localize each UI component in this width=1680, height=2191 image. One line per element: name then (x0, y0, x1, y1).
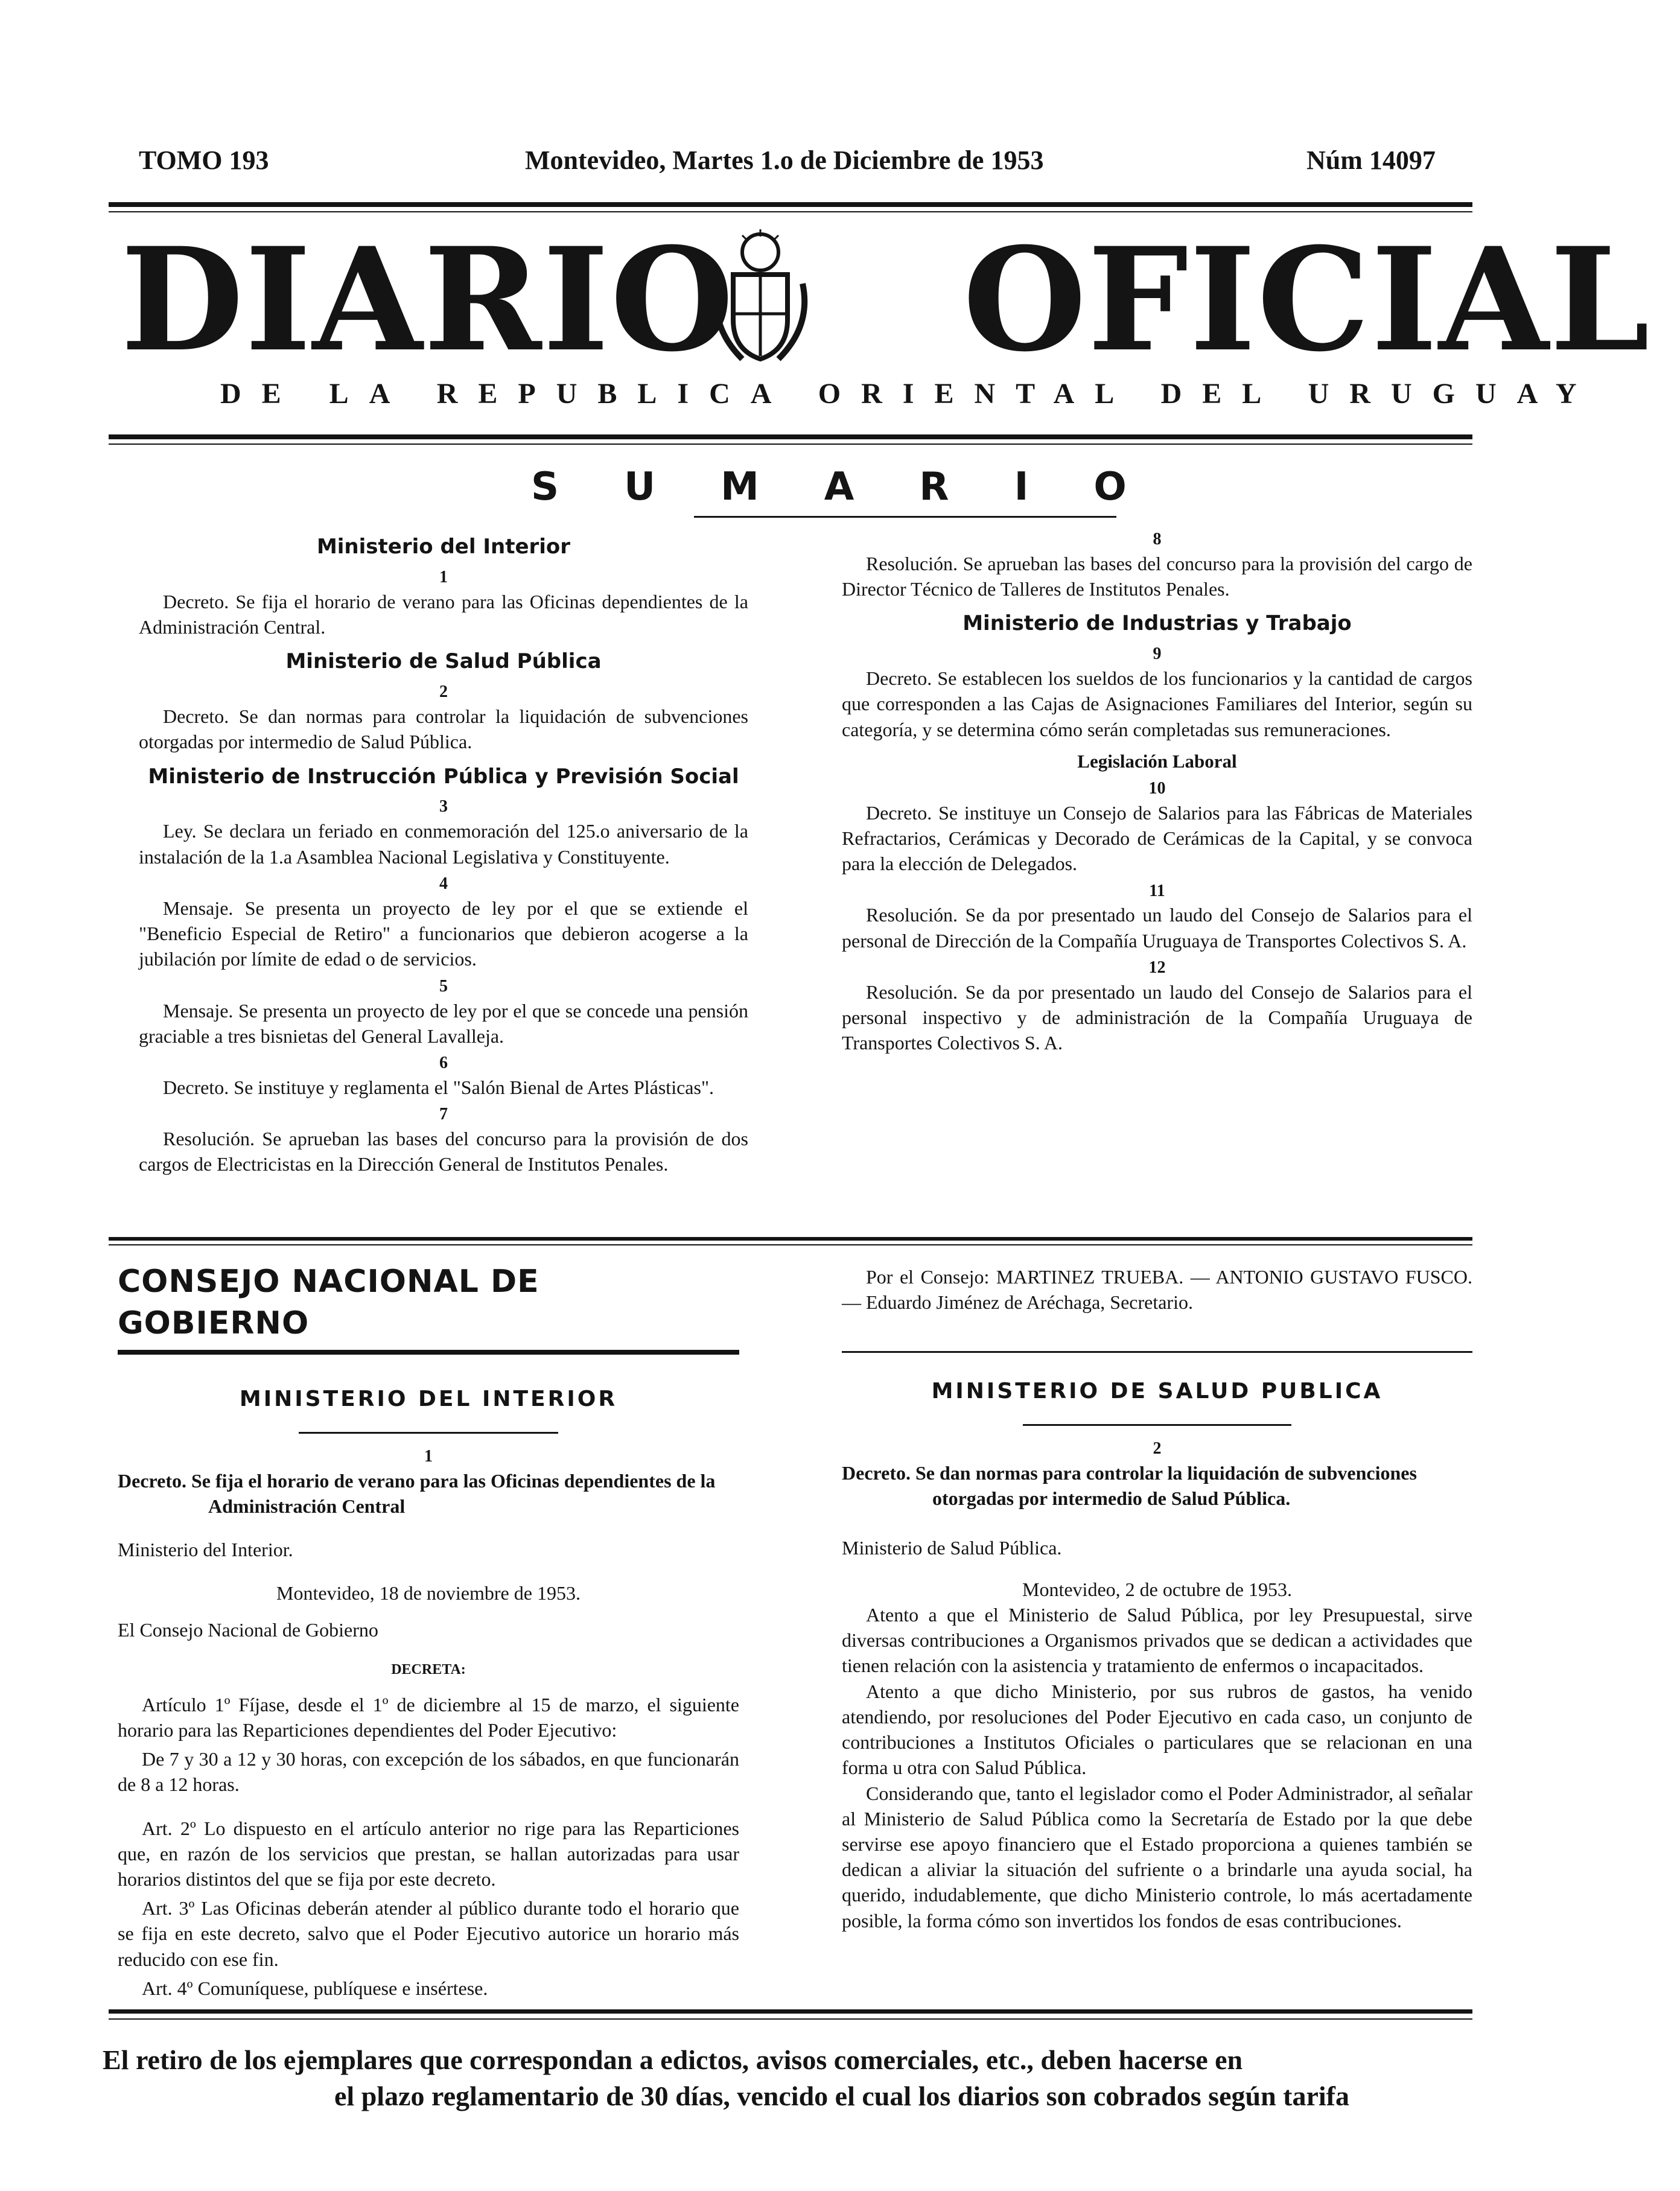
health-paragraph: Atento a que dicho Ministerio, por sus rubros de gastos, ha venido atendiendo, por resoluciones del Poder Ejecutivo en cada caso, un conjunto de contribuciones a Institutos Oficiales o particulares que se relacionan en una forma u otra con Salud Pública. (842, 1680, 1472, 1779)
article-paragraph: Artículo 1º Fíjase, desde el 1º de diciembre al 15 de marzo, el siguiente horario para las Reparticiones dependientes del Poder Ejecutivo: (118, 1693, 739, 1741)
footer-notice-line-2: el plazo reglamentario de 30 días, vencido el cual los diarios son cobrados según tarifa (334, 2081, 1349, 2111)
sumario-bottom-rule (109, 1237, 1472, 1241)
article-paragraph: Art. 2º Lo dispuesto en el artículo anterior no rige para las Reparticiones que, en razón de los servicios que prestan, se hallan autorizadas para usar horarios distintos del que se fija por este decreto. (118, 1817, 739, 1890)
masthead-rule (109, 434, 1472, 439)
health-ministry-rule (1023, 1424, 1291, 1426)
footer-rule (109, 2009, 1472, 2014)
health-paragraph: Considerando que, tanto el legislador como el Poder Administrador, al señalar al Ministerio de Salud Pública como la Secretaría de Estado por la que debe servirse ese apoyo financiero que el Estado proporciona a quienes también se dedican a aliviar la situación del sufriente o a brindarle una ayuda social, ha querido, indudablemente, que dicho Ministerio controle, lo más acertadamente posible, la forma cómo son invertidos los fondos de esas contribuciones. (842, 1782, 1472, 1932)
sumario-left-num: 3 (439, 797, 448, 816)
sumario-right-para: Resolución. Se aprueban las bases del concurso para la provisión del cargo de Director Técnico de Talleres de Institutos Penales. (842, 552, 1472, 600)
decree-2-title: Decreto. Se dan normas para controlar la liquidación de subvenciones otorgadas por intermedio de Salud Pública. (842, 1461, 1417, 1510)
sumario-left-num: 6 (439, 1053, 448, 1072)
footer-notice-line-1: El retiro de los ejemplares que correspondan a edictos, avisos comerciales, etc., deben hacerse en (103, 2044, 1243, 2075)
signature-rule (842, 1351, 1472, 1353)
sumario-right-para: Resolución. Se da por presentado un laudo del Consejo de Salarios para el personal de Dirección de la Compañía Uruguaya de Transportes Colectivos S. A. (842, 904, 1472, 952)
sumario-left-para: Ley. Se declara un feriado en conmemoración del 125.o aniversario de la instalación de la 1.a Asamblea Nacional Legislativa y Constituyente. (139, 820, 748, 868)
header-rule-thin (109, 211, 1472, 212)
coat-of-arms-icon (706, 229, 815, 368)
ministry-interior-heading: MINISTERIO DEL INTERIOR (239, 1387, 618, 1412)
article-paragraph: De 7 y 30 a 12 y 30 horas, con excepción de los sábados, en que funcionarán de 8 a 12 horas. (118, 1748, 739, 1796)
sumario-left-num: 1 (439, 567, 448, 587)
sumario-underline (694, 516, 1116, 518)
sumario-left-num: 2 (439, 682, 448, 702)
ministry-rule (299, 1432, 558, 1434)
decreta-label: DECRETA: (391, 1661, 466, 1677)
sumario-bottom-rule-thin (109, 1244, 1472, 1245)
decree-number: 1 (424, 1446, 433, 1466)
masthead-title-right: OFICIAL (962, 217, 1651, 383)
sumario-left-para: Mensaje. Se presenta un proyecto de ley por el que se extiende el "Beneficio Especial de Retiro" a funcionarios que debieron acogerse a la jubilación por límite de edad o de servicios. (139, 897, 748, 970)
ministry-health-heading: MINISTERIO DE SALUD PUBLICA (931, 1379, 1383, 1404)
sumario-right-num: 10 (1148, 778, 1166, 798)
health-paragraph: Atento a que el Ministerio de Salud Pública, por ley Presupuestal, sirve diversas contribuciones a Organismos privados que se dedican a actividades que tienen relación con la asistencia y tratamiento de enfermos o incapacitados. (842, 1603, 1472, 1677)
issue-number: Núm 14097 (1306, 145, 1436, 175)
sumario-right-para: Decreto. Se establecen los sueldos de los funcionarios y la cantidad de cargos que corresponden a las Cajas de Asignaciones Familiares del Interior, según su categoría, y se determina cómo serán completadas sus remuneraciones. (842, 667, 1472, 740)
council-rule (118, 1350, 739, 1355)
sumario-right-column (842, 525, 1472, 1056)
footer-rule-thin (109, 2018, 1472, 2020)
dateline: Montevideo, Martes 1.o de Diciembre de 1953 (525, 145, 1044, 175)
decree-2-number: 2 (1153, 1439, 1162, 1458)
sumario-right-subheading: Legislación Laboral (1077, 750, 1237, 772)
sumario-right-num: 8 (1153, 530, 1162, 549)
council-heading: CONSEJO NACIONAL DE GOBIERNO (118, 1264, 539, 1341)
date-line: Montevideo, 18 de noviembre de 1953. (276, 1582, 581, 1604)
body-right-column (842, 1264, 1472, 1933)
sumario-left-heading: Ministerio del Interior (316, 535, 571, 559)
decree-title: Decreto. Se fija el horario de verano para las Oficinas dependientes de la Administración Central (118, 1469, 716, 1517)
health-date-line: Montevideo, 2 de octubre de 1953. (1022, 1578, 1292, 1600)
sumario-right-num: 12 (1148, 958, 1166, 977)
article-paragraph: Art. 3º Las Oficinas deberán atender al público durante todo el horario que se fija en este decreto, salvo que el Poder Ejecutivo autorice un horario más reducido con ese fin. (118, 1897, 739, 1970)
sumario-left-heading: Ministerio de Instrucción Pública y Previsión Social (148, 764, 739, 789)
header-rule (109, 202, 1472, 207)
masthead-title-left: DIARIO (121, 217, 735, 383)
council-signature: Por el Consejo: MARTINEZ TRUEBA. — ANTONIO GUSTAVO FUSCO. — Eduardo Jiménez de Aréchaga, Secretario. (842, 1266, 1472, 1314)
tomo-label: TOMO 193 (139, 145, 269, 175)
masthead-title (121, 217, 1651, 383)
sumario-title: SUMARIO (531, 465, 1192, 509)
health-ministry-line: Ministerio de Salud Pública. (842, 1537, 1062, 1559)
sumario-left-para: Decreto. Se dan normas para controlar la liquidación de subvenciones otorgadas por intermedio de Salud Pública. (139, 705, 748, 753)
sumario-left-para: Decreto. Se instituye y reglamenta el "Salón Bienal de Artes Plásticas". (163, 1076, 714, 1098)
sumario-left-num: 7 (439, 1105, 448, 1124)
sumario-left-heading: Ministerio de Salud Pública (285, 649, 602, 674)
sumario-right-num: 11 (1149, 881, 1165, 900)
articles-list (118, 1692, 739, 2002)
sumario-left-num: 5 (439, 976, 448, 996)
sumario-right-para: Resolución. Se da por presentado un laudo del Consejo de Salarios para el personal inspectivo y de administración de la Compañía Uruguaya de Transportes Colectivos S. A. (842, 981, 1472, 1054)
masthead-rule-thin (109, 444, 1472, 445)
council-line: El Consejo Nacional de Gobierno (118, 1618, 378, 1641)
masthead-subtitle: DE LA REPUBLICA ORIENTAL DEL URUGUAY (220, 378, 1597, 410)
sumario-right-para: Decreto. Se instituye un Consejo de Salarios para las Fábricas de Materiales Refractarios, Cerámicas y Decorado de Cerámicas de la Capital, y se convoca para la elección de Delegados. (842, 801, 1472, 875)
sumario-left-num: 4 (439, 874, 448, 893)
article-paragraph: Art. 4º Comuníquese, publíquese e insértese. (142, 1977, 488, 1999)
sumario-left-para: Mensaje. Se presenta un proyecto de ley por el que se concede una pensión graciable a tres bisnietas del General Lavalleja. (139, 999, 748, 1047)
body-left-column (118, 1261, 739, 2005)
sumario-left-column (139, 525, 748, 1177)
health-paragraphs (842, 1602, 1472, 1933)
sumario-right-num: 9 (1153, 644, 1162, 664)
sumario-right-heading: Ministerio de Industrias y Trabajo (962, 611, 1352, 636)
ministry-line: Ministerio del Interior. (118, 1539, 293, 1561)
sumario-left-para: Decreto. Se fija el horario de verano para las Oficinas dependientes de la Administración Central. (139, 590, 748, 638)
sumario-left-para: Resolución. Se aprueban las bases del concurso para la provisión de dos cargos de Electricistas en la Dirección General de Institutos Penales. (139, 1128, 748, 1175)
